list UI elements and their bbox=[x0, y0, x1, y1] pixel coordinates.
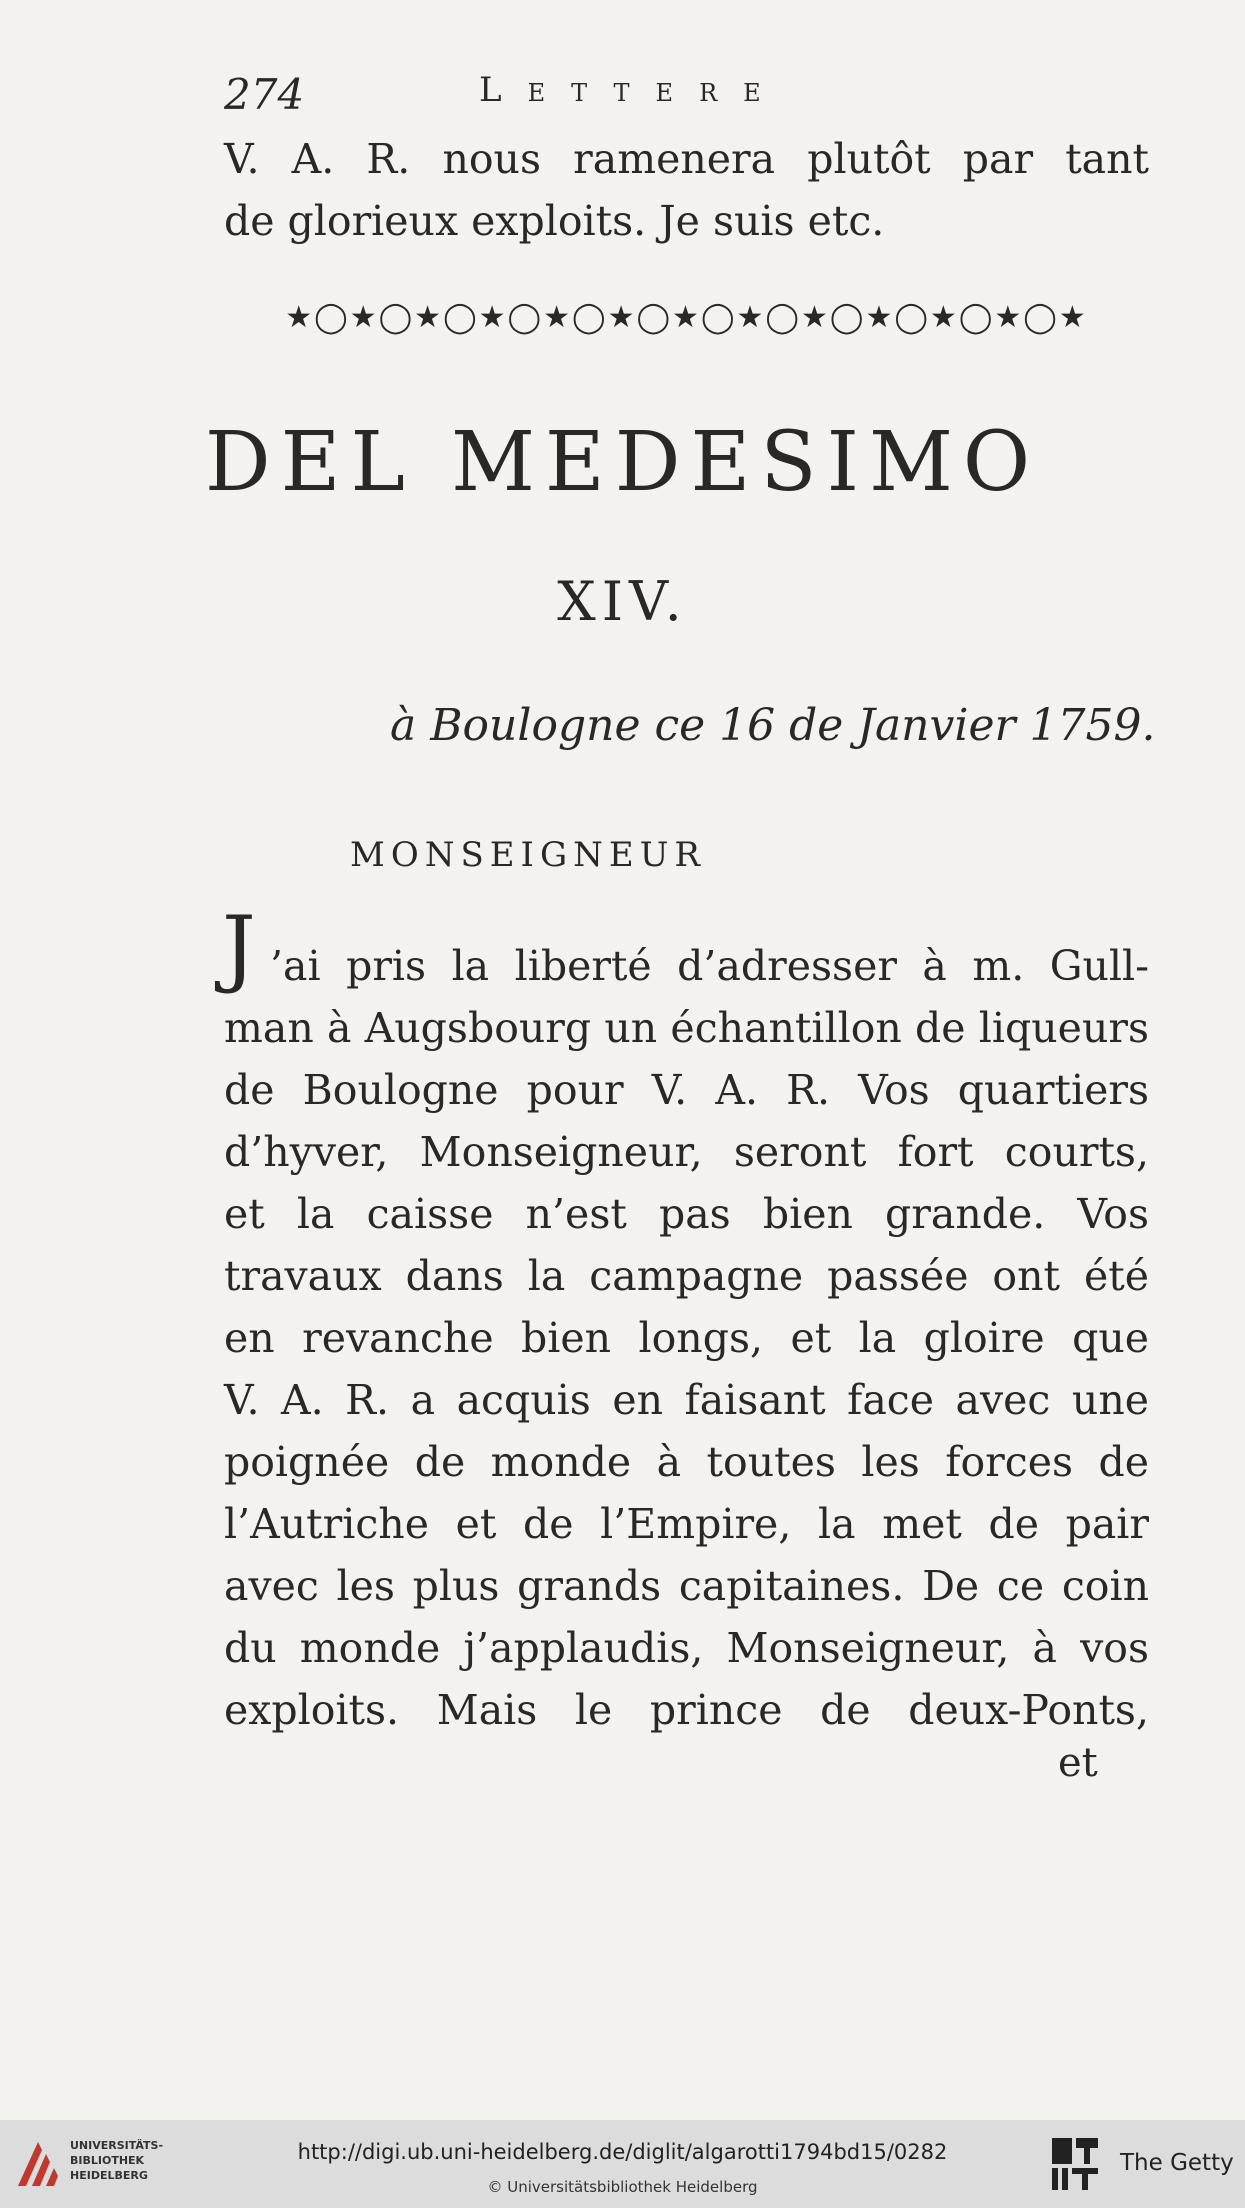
viewer-footer bbox=[0, 2120, 1245, 2208]
body-line: man à Augsbourg un échantillon de liqueurs bbox=[224, 1004, 1149, 1052]
body-line: travaux dans la campagne passée ont été bbox=[224, 1252, 1149, 1300]
text-line: de glorieux exploits. Je suis etc. bbox=[224, 197, 885, 245]
library-name-line: HEIDELBERG bbox=[70, 2169, 148, 2182]
letter-number: XIV. bbox=[557, 570, 688, 633]
body-line: poignée de monde à toutes les forces de bbox=[224, 1438, 1149, 1486]
letter-salutation: MONSEIGNEUR bbox=[350, 835, 706, 875]
body-line: V. A. R. a acquis en faisant face avec une bbox=[224, 1376, 1149, 1424]
ornament-divider: ★◯★◯★◯★◯★◯★◯★◯★◯★◯★◯★◯★◯★ bbox=[285, 300, 1088, 335]
body-line: ’ai pris la liberté d’adresser à m. Gull- bbox=[270, 942, 1149, 990]
library-name-line: UNIVERSITÄTS- bbox=[70, 2139, 164, 2152]
body-line: exploits. Mais le prince de deux-Ponts, bbox=[224, 1686, 1149, 1734]
running-head: Lettere bbox=[479, 70, 787, 110]
body-line: de Boulogne pour V. A. R. Vos quartiers bbox=[224, 1066, 1149, 1114]
body-line: du monde j’applaudis, Monseigneur, à vos bbox=[224, 1624, 1149, 1672]
drop-cap: J bbox=[222, 898, 256, 996]
page-number: 274 bbox=[224, 70, 305, 119]
permalink-url[interactable]: http://digi.ub.uni-heidelberg.de/diglit/algarotti1794bd15/0282 bbox=[297, 2140, 948, 2164]
body-line: avec les plus grands capitaines. De ce coin bbox=[224, 1562, 1149, 1610]
body-line: d’hyver, Monseigneur, seront fort courts, bbox=[224, 1128, 1149, 1176]
text-line: V. A. R. nous ramenera plutôt par tant bbox=[224, 135, 1149, 183]
body-line: l’Autriche et de l’Empire, la met de pair bbox=[224, 1500, 1149, 1548]
getty-logo-icon bbox=[1050, 2134, 1100, 2194]
body-line: et la caisse n’est pas bien grande. Vos bbox=[224, 1190, 1149, 1238]
letter-dateline: à Boulogne ce 16 de Janvier 1759. bbox=[390, 700, 1156, 751]
catchword: et bbox=[1058, 1740, 1098, 1786]
library-name-line: BIBLIOTHEK bbox=[70, 2154, 145, 2167]
page-header bbox=[224, 70, 1154, 120]
copyright-notice: © Universitätsbibliothek Heidelberg bbox=[487, 2178, 758, 2196]
letter-title: DEL MEDESIMO bbox=[204, 415, 1041, 510]
body-line: en revanche bien longs, et la gloire que bbox=[224, 1314, 1149, 1362]
partner-name: The Getty bbox=[1120, 2150, 1234, 2176]
